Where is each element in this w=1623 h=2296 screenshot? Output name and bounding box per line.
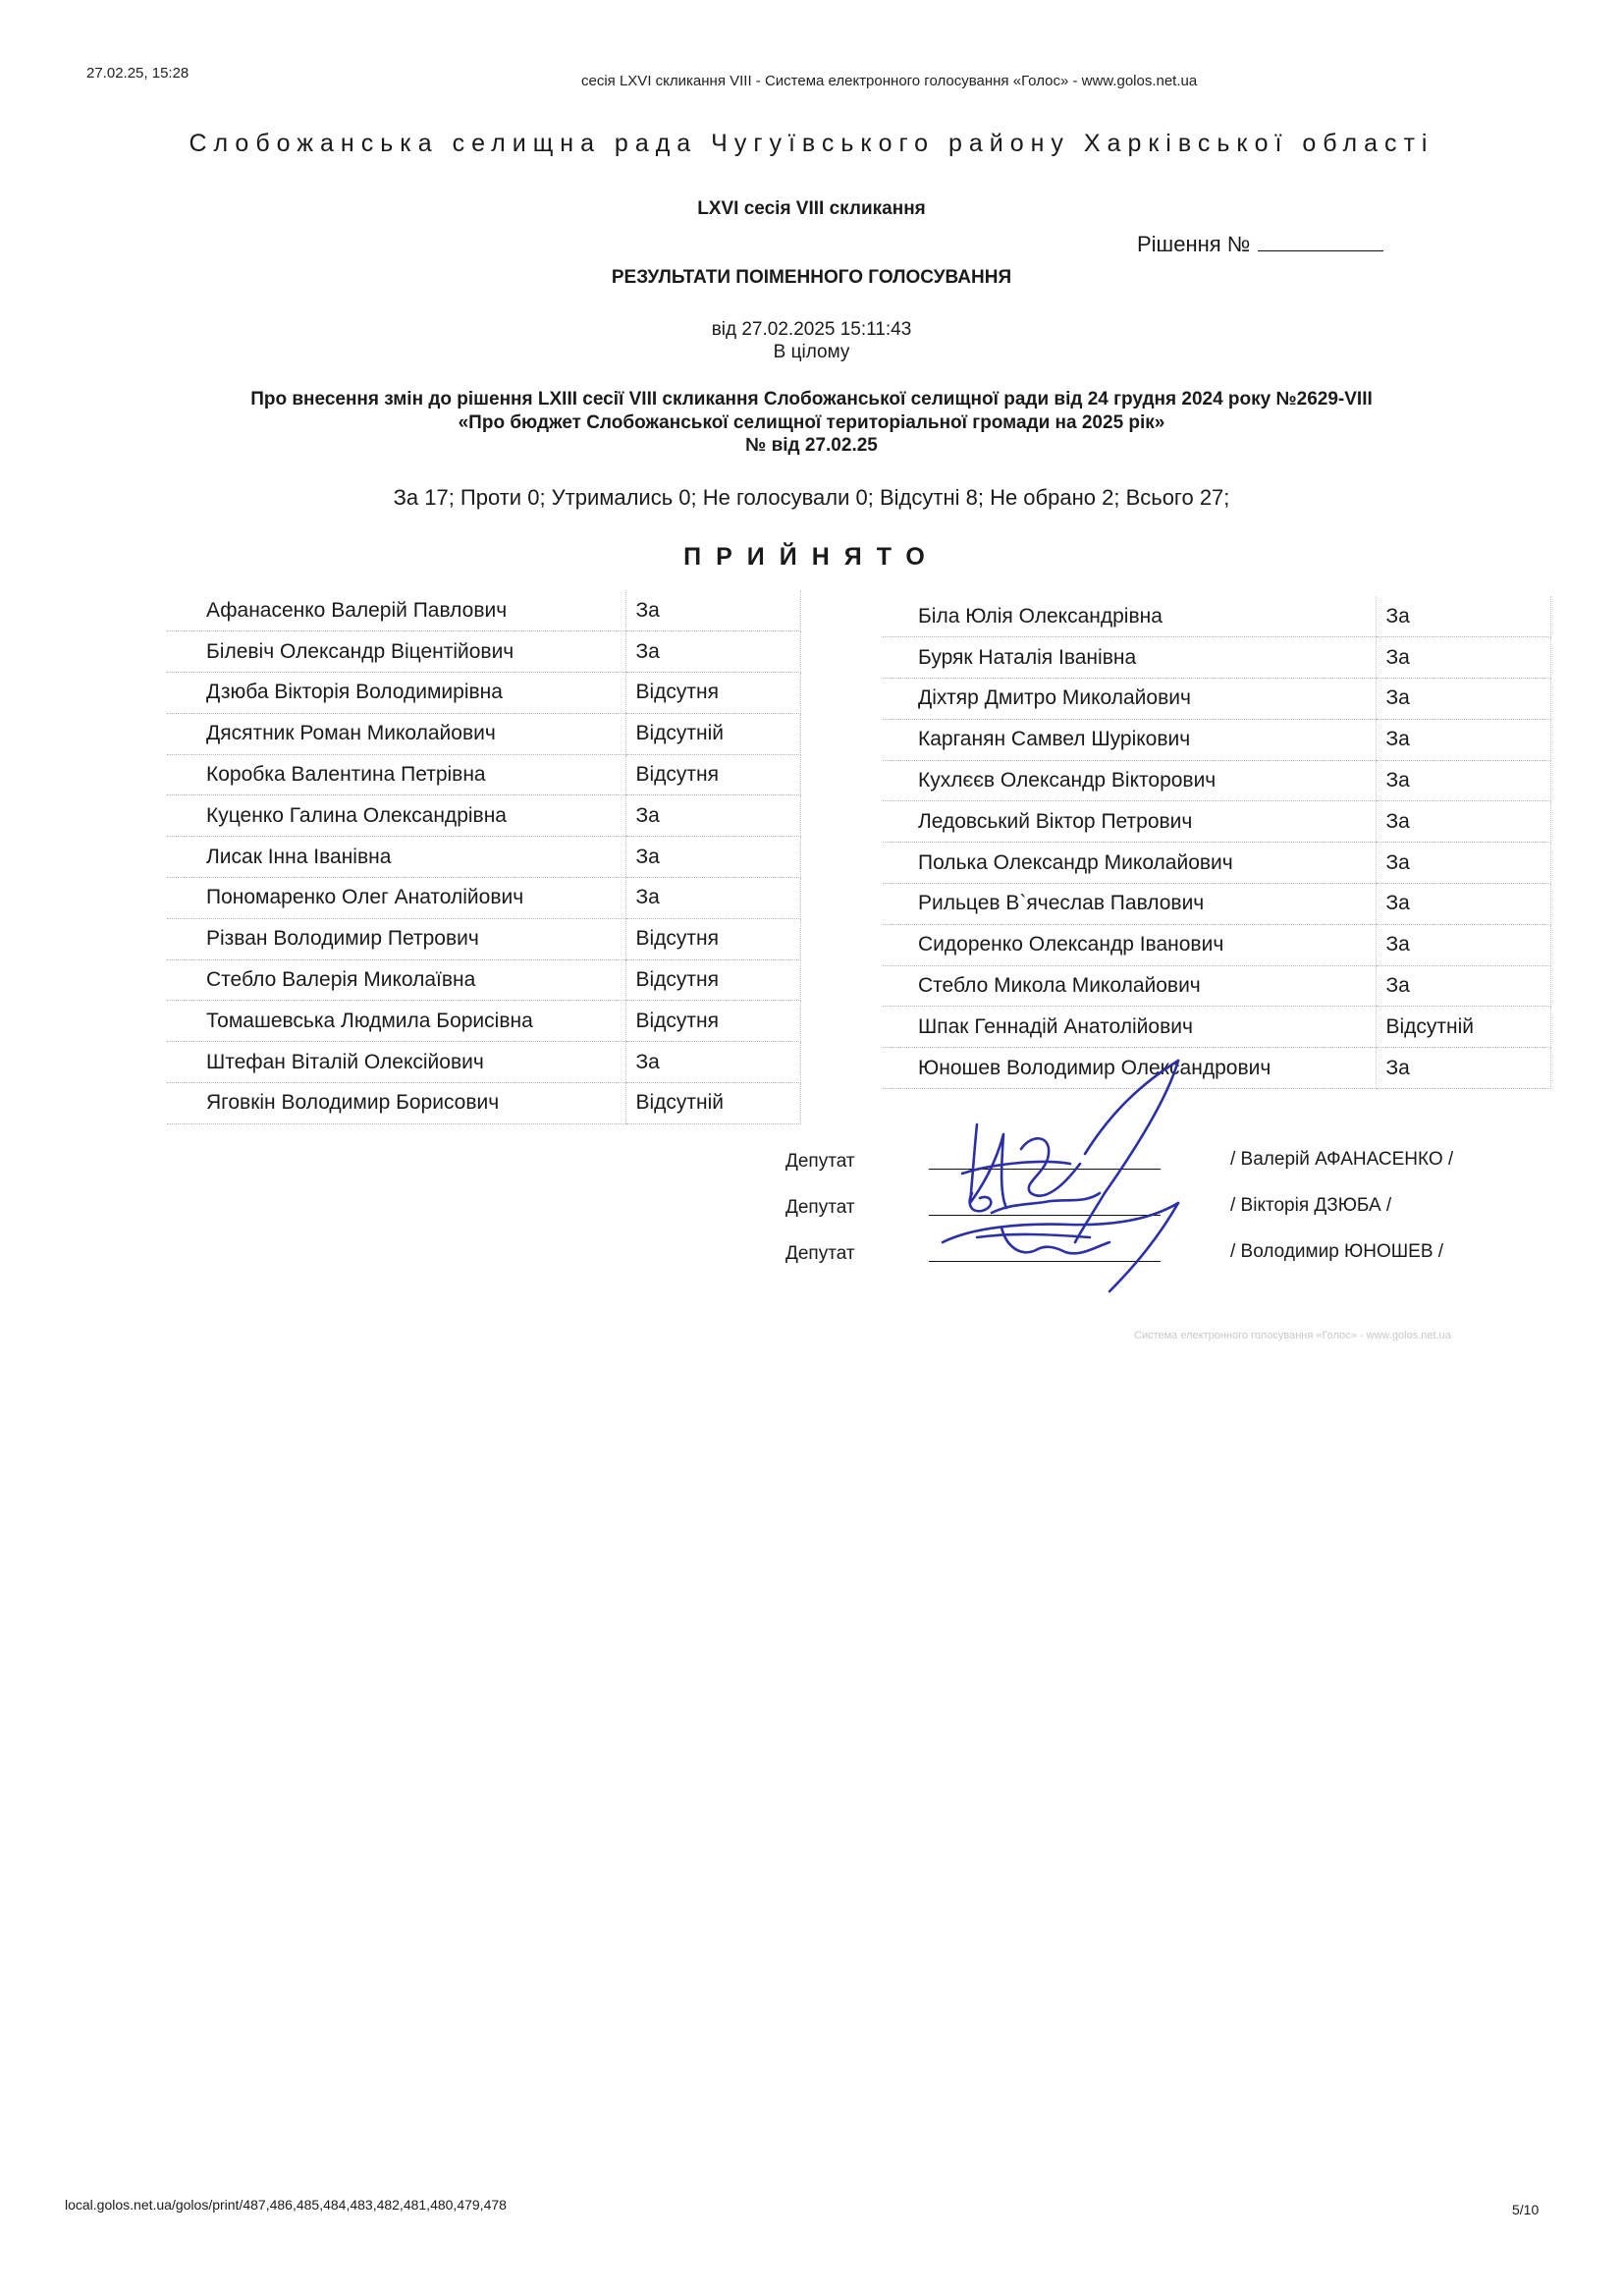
deputy-name-cell: Кухлєєв Олександр Вікторович [883,760,1376,801]
vote-cell: За [625,590,800,631]
handwritten-signatures [884,1056,1217,1311]
deputy-name-cell: Карганян Самвел Шурікович [883,719,1376,760]
vote-cell: За [625,795,800,837]
table-row [167,673,800,714]
vote-cell: За [625,1042,800,1083]
subject-line-3: № від 27.02.25 [745,435,878,456]
vote-cell: За [1376,760,1550,801]
deputy-name-cell: Білевіч Олександр Віцентійович [167,631,625,673]
table-row [167,1001,800,1042]
deputy-name-cell: Сидоренко Олександр Іванович [883,924,1376,965]
vote-cell: Відсутня [625,754,800,795]
vote-cell: За [1376,843,1550,884]
subject-line-1: Про внесення змін до рішення LXIII сесії VIII скликання Слобожанської селищної ради від 24 грудня 2024 року №2629-VIII [250,389,1373,410]
deputy-name-cell: Дзюба Вікторія Володимирівна [167,673,625,714]
page-number: 5/10 [1512,2202,1540,2217]
deputy-name-cell: Томашевська Людмила Борисівна [167,1001,625,1042]
vote-cell: Відсутня [625,918,800,959]
table-row [167,878,800,919]
vote-cell: Відсутній [625,1083,800,1124]
deputy-label-2: Депутат [785,1197,855,1218]
table-row [883,637,1550,679]
deputy-name-cell: Біла Юлія Олександрівна [883,596,1376,637]
votes-table-left [167,590,801,1124]
vote-cell: За [1376,679,1550,720]
session-title: LXVI сесія VIII скликання [697,198,926,219]
table-row [167,713,800,754]
table-row [883,965,1550,1007]
council-name: Слобожанська селищна рада Чугуївського району Харківської області [189,130,1434,157]
deputy-name-cell: Пономаренко Олег Анатолійович [167,878,625,919]
deputy-name-cell: Дясятник Роман Миколайович [167,713,625,754]
deputy-name-cell: Стебло Валерія Миколаївна [167,959,625,1001]
decision-label: Рішення № [1137,232,1251,256]
deputy-name-cell: Рильцев В`ячеслав Павлович [883,884,1376,925]
table-row [883,843,1550,884]
table-row [883,884,1550,925]
deputy-name-cell: Лисак Інна Іванівна [167,837,625,878]
print-page-title: сесія LXVI скликання VIII - Система електронного голосування «Голос» - www.golos.net.ua [581,73,1198,89]
results-title: РЕЗУЛЬТАТИ ПОІМЕННОГО ГОЛОСУВАННЯ [611,267,1012,288]
table-row [167,918,800,959]
deputy-name-cell: Буряк Наталія Іванівна [883,637,1376,679]
deputy-name-cell: Ледовський Віктор Петрович [883,801,1376,843]
vote-cell: За [625,878,800,919]
deputy-name-cell: Стебло Микола Миколайович [883,965,1376,1007]
table-row [167,631,800,673]
deputy-label-1: Депутат [785,1151,855,1172]
table-row [883,760,1550,801]
deputy-name-cell: Полька Олександр Миколайович [883,843,1376,884]
table-row [883,679,1550,720]
table-row [883,596,1550,637]
vote-cell: За [1376,924,1550,965]
deputy-label-3: Депутат [785,1243,855,1264]
vote-cell: За [625,631,800,673]
deputy-name-cell: Шпак Геннадій Анатолійович [883,1007,1376,1048]
print-timestamp: 27.02.25, 15:28 [86,65,189,82]
watermark: Система електронного голосування «Голос» - www.golos.net.ua [1134,1330,1451,1341]
vote-cell: За [1376,1048,1550,1089]
deputy-name-2: / Вікторія ДЗЮБА / [1230,1195,1392,1216]
footer-url: local.golos.net.ua/golos/print/487,486,485,484,483,482,481,480,479,478 [65,2197,507,2213]
table-row [167,754,800,795]
table-row [167,795,800,837]
vote-cell: За [1376,596,1550,637]
deputy-name-cell: Діхтяр Дмитро Миколайович [883,679,1376,720]
deputy-name-cell: Штефан Віталій Олексійович [167,1042,625,1083]
vote-cell: За [1376,719,1550,760]
table-row [883,719,1550,760]
vote-cell: Відсутня [625,959,800,1001]
deputy-name-3: / Володимир ЮНОШЕВ / [1230,1241,1444,1262]
vote-cell: За [1376,801,1550,843]
table-row [167,837,800,878]
vote-cell: Відсутній [1376,1007,1550,1048]
vote-tally: За 17; Проти 0; Утримались 0; Не голосували 0; Відсутні 8; Не обрано 2; Всього 27; [393,485,1230,510]
table-row [167,959,800,1001]
vote-cell: За [1376,884,1550,925]
vote-cell: Відсутня [625,673,800,714]
table-row [883,924,1550,965]
table-row [883,801,1550,843]
vote-cell: За [625,837,800,878]
vote-cell: За [1376,965,1550,1007]
subject-line-2: «Про бюджет Слобожанської селищної територіальної громади на 2025 рік» [458,412,1165,433]
result-status: ПРИЙНЯТО [683,543,940,571]
decision-blank-line [1258,233,1383,251]
deputy-name-cell: Куценко Галина Олександрівна [167,795,625,837]
table-row [883,1007,1550,1048]
vote-cell: За [1376,637,1550,679]
deputy-name-cell: Яговкін Володимир Борисович [167,1083,625,1124]
table-row [167,1042,800,1083]
votes-table-right [883,596,1551,1089]
table-row [167,1083,800,1124]
deputy-name-cell: Юношев Володимир Олександрович [883,1048,1376,1089]
vote-cell: Відсутній [625,713,800,754]
table-row [167,590,800,631]
deputy-name-cell: Різван Володимир Петрович [167,918,625,959]
decision-number [1137,232,1383,257]
vote-date: від 27.02.2025 15:11:43 [711,319,912,340]
vote-type: В цілому [773,342,850,362]
deputy-name-cell: Коробка Валентина Петрівна [167,754,625,795]
deputy-name-1: / Валерій АФАНАСЕНКО / [1230,1149,1454,1170]
vote-cell: Відсутня [625,1001,800,1042]
deputy-name-cell: Афанасенко Валерій Павлович [167,590,625,631]
